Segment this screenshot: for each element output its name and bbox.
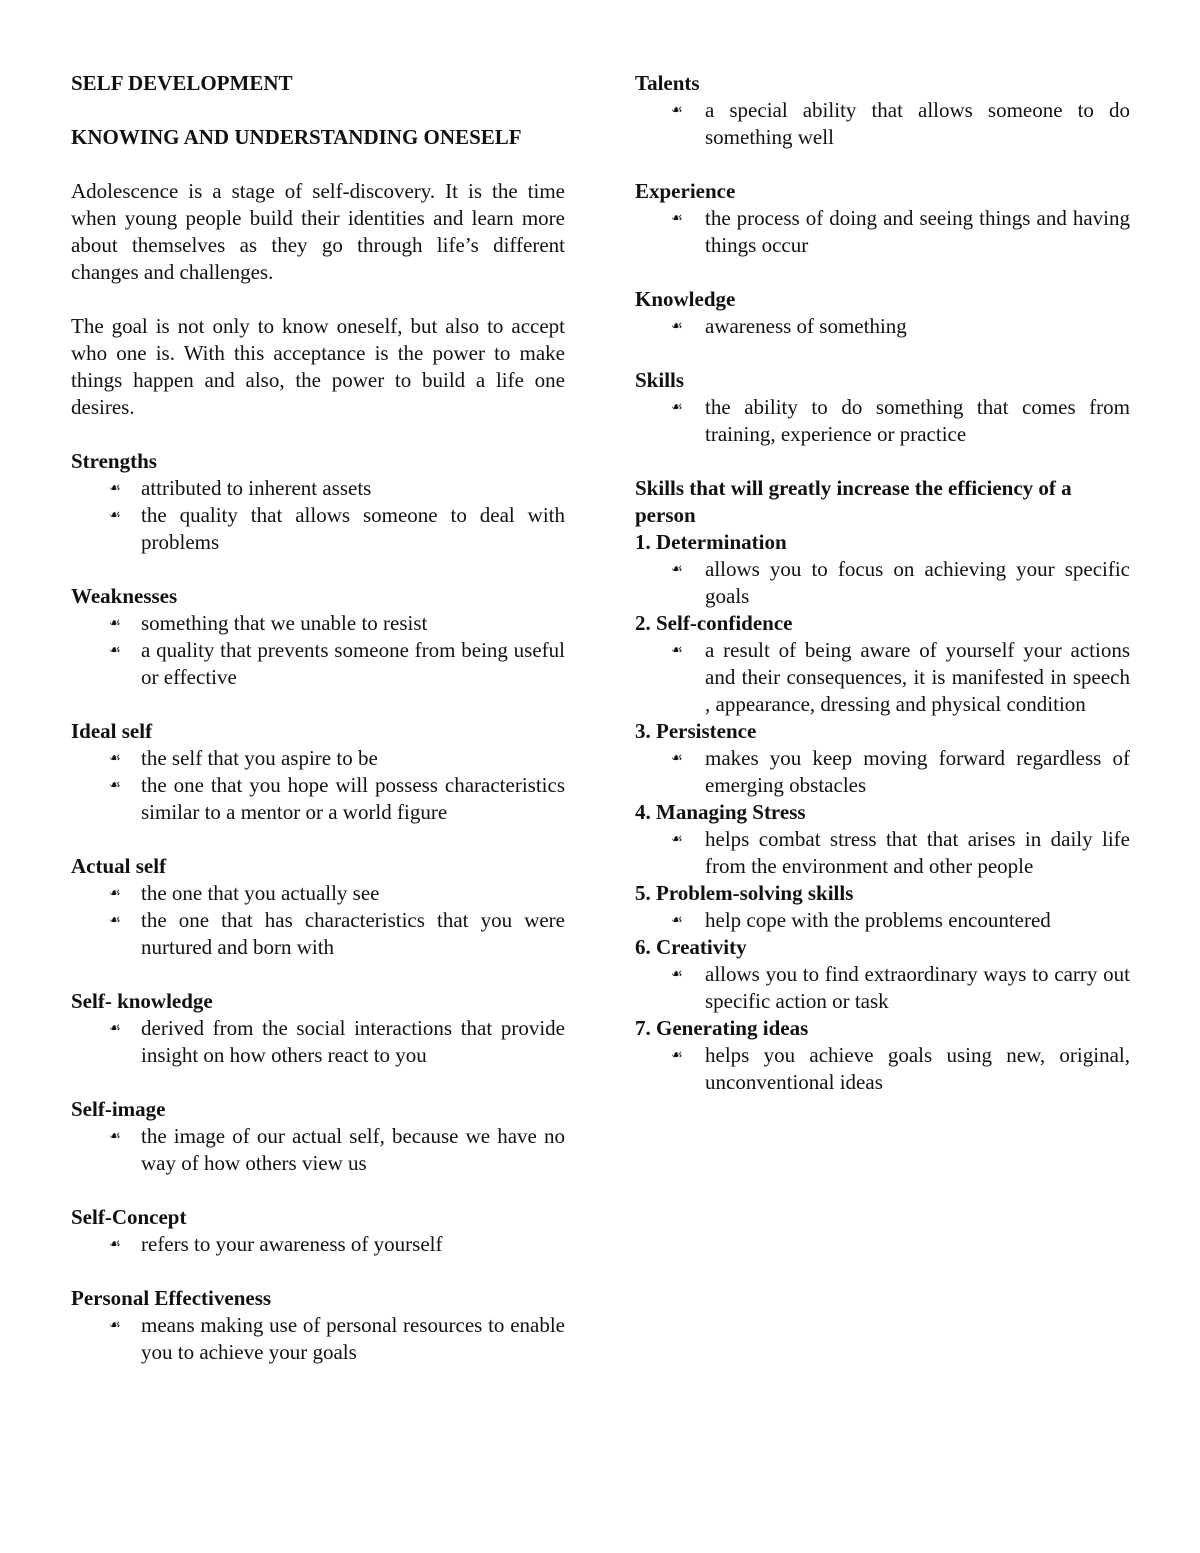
list-item-text: the image of our actual self, because we have no way of how others view us — [141, 1124, 565, 1175]
list-item-text: something that we unable to resist — [141, 611, 428, 635]
bullet-icon: ☙ — [671, 832, 683, 847]
bullet-icon: ☙ — [109, 481, 121, 496]
goal-paragraph: The goal is not only to know oneself, but also to accept who one is. With this acceptance is the power to make things happen and also, the power to build a life one desires. — [71, 314, 565, 419]
section-heading: Personal Effectiveness — [71, 1286, 272, 1310]
bullet-icon: ☙ — [109, 1129, 121, 1144]
skill-heading: 2. Self-confidence — [635, 611, 793, 635]
list-item — [71, 1015, 565, 1069]
list-item-text: the process of doing and seeing things and having things occur — [705, 206, 1130, 257]
list-item-text: allows you to focus on achieving your specific goals — [705, 557, 1130, 608]
bullet-list — [71, 880, 565, 961]
list-item — [635, 637, 1130, 718]
bullet-icon: ☙ — [671, 913, 683, 928]
section-heading: Talents — [635, 71, 700, 95]
skill-determination — [635, 529, 1130, 610]
section-talents — [635, 70, 1130, 151]
section-heading: Skills — [635, 368, 685, 392]
skill-heading: 3. Persistence — [635, 719, 757, 743]
list-item-text: helps combat stress that that arises in daily life from the environment and other people — [705, 827, 1130, 878]
list-item-text: attributed to inherent assets — [141, 476, 372, 500]
section-strengths — [71, 448, 565, 556]
list-item-text: the one that you actually see — [141, 881, 380, 905]
section-self-concept — [71, 1204, 565, 1258]
bullet-icon: ☙ — [671, 1048, 683, 1063]
bullet-list — [635, 907, 1130, 934]
bullet-icon: ☙ — [671, 103, 683, 118]
list-item-text: awareness of something — [705, 314, 907, 338]
list-item — [71, 907, 565, 961]
list-item-text: the self that you aspire to be — [141, 746, 378, 770]
bullet-icon: ☙ — [671, 967, 683, 982]
section-actual-self — [71, 853, 565, 961]
list-item — [71, 502, 565, 556]
bullet-icon: ☙ — [109, 778, 121, 793]
list-item — [635, 745, 1130, 799]
skill-managing-stress — [635, 799, 1130, 880]
bullet-icon: ☙ — [671, 643, 683, 658]
list-item — [635, 826, 1130, 880]
list-item — [635, 556, 1130, 610]
list-item-text: the one that you hope will possess characteristics similar to a mentor or a world figure — [141, 773, 565, 824]
list-item — [635, 961, 1130, 1015]
list-item — [71, 1123, 565, 1177]
section-self-knowledge — [71, 988, 565, 1069]
list-item — [635, 205, 1130, 259]
section-heading: Actual self — [71, 854, 167, 878]
bullet-icon: ☙ — [109, 643, 121, 658]
bullet-icon: ☙ — [109, 913, 121, 928]
list-item — [635, 1042, 1130, 1096]
list-item-text: allows you to find extraordinary ways to carry out specific action or task — [705, 962, 1130, 1013]
list-item-text: helps you achieve goals using new, original, unconventional ideas — [705, 1043, 1130, 1094]
section-self-image — [71, 1096, 565, 1177]
section-weaknesses — [71, 583, 565, 691]
section-skills — [635, 367, 1130, 448]
section-knowledge — [635, 286, 1130, 340]
section-heading: Weaknesses — [71, 584, 178, 608]
skill-creativity — [635, 934, 1130, 1015]
list-item-text: refers to your awareness of yourself — [141, 1232, 443, 1256]
skill-problem-solving — [635, 880, 1130, 934]
list-item-text: the one that has characteristics that you were nurtured and born with — [141, 908, 565, 959]
list-item-text: a special ability that allows someone to do something well — [705, 98, 1130, 149]
list-item-text: a quality that prevents someone from being useful or effective — [141, 638, 565, 689]
bullet-list — [635, 745, 1130, 799]
bullet-icon: ☙ — [671, 751, 683, 766]
intro-paragraph: Adolescence is a stage of self-discovery. It is the time when young people build their identities and learn more about themselves as they go through life’s different changes and challenges. — [71, 179, 565, 284]
list-item-text: a result of being aware of yourself your actions and their consequences, it is manifested in speech , appearance, dressing and physical condition — [705, 638, 1130, 716]
document-subtitle: KNOWING AND UNDERSTANDING ONESELF — [71, 125, 522, 149]
bullet-icon: ☙ — [671, 319, 683, 334]
skill-self-confidence — [635, 610, 1130, 718]
bullet-icon: ☙ — [109, 886, 121, 901]
list-item — [71, 745, 565, 772]
list-item — [71, 1231, 565, 1258]
left-column — [71, 70, 565, 1393]
bullet-list — [71, 610, 565, 691]
skill-generating-ideas — [635, 1015, 1130, 1096]
list-item-text: makes you keep moving forward regardless of emerging obstacles — [705, 746, 1130, 797]
bullet-list — [635, 961, 1130, 1015]
bullet-list — [635, 556, 1130, 610]
skill-heading: 7. Generating ideas — [635, 1016, 809, 1040]
section-personal-effectiveness — [71, 1285, 565, 1366]
section-heading: Strengths — [71, 449, 157, 473]
section-heading: Experience — [635, 179, 736, 203]
bullet-icon: ☙ — [109, 751, 121, 766]
list-item-text: the ability to do something that comes from training, experience or practice — [705, 395, 1130, 446]
list-item — [71, 610, 565, 637]
section-heading: Self- knowledge — [71, 989, 213, 1013]
skill-heading: 4. Managing Stress — [635, 800, 806, 824]
list-item-text: means making use of personal resources to enable you to achieve your goals — [141, 1313, 565, 1364]
bullet-list — [635, 394, 1130, 448]
bullet-icon: ☙ — [109, 508, 121, 523]
document-title: SELF DEVELOPMENT — [71, 71, 293, 95]
bullet-list — [635, 313, 1130, 340]
bullet-icon: ☙ — [109, 1021, 121, 1036]
list-item — [635, 907, 1130, 934]
list-item — [71, 880, 565, 907]
list-item-text: derived from the social interactions that provide insight on how others react to you — [141, 1016, 565, 1067]
list-item — [71, 1312, 565, 1366]
list-item — [71, 772, 565, 826]
list-item — [71, 637, 565, 691]
list-item — [635, 394, 1130, 448]
bullet-icon: ☙ — [671, 562, 683, 577]
skill-heading: 1. Determination — [635, 530, 787, 554]
skill-persistence — [635, 718, 1130, 799]
bullet-list — [71, 1312, 565, 1366]
section-heading: Knowledge — [635, 287, 736, 311]
bullet-icon: ☙ — [671, 211, 683, 226]
bullet-list — [635, 826, 1130, 880]
bullet-list — [71, 745, 565, 826]
bullet-list — [71, 1015, 565, 1069]
section-experience — [635, 178, 1130, 259]
bullet-list — [71, 1123, 565, 1177]
list-item — [71, 475, 565, 502]
list-item-text: the quality that allows someone to deal with problems — [141, 503, 565, 554]
section-heading: Self-image — [71, 1097, 166, 1121]
section-heading: Self-Concept — [71, 1205, 187, 1229]
bullet-list — [635, 205, 1130, 259]
bullet-list — [635, 97, 1130, 151]
skill-heading: 5. Problem-solving skills — [635, 881, 854, 905]
list-item-text: help cope with the problems encountered — [705, 908, 1051, 932]
bullet-icon: ☙ — [671, 400, 683, 415]
bullet-list — [71, 1231, 565, 1258]
bullet-list — [635, 637, 1130, 718]
efficiency-skills-heading: Skills that will greatly increase the efficiency of a person — [635, 476, 1072, 527]
bullet-icon: ☙ — [109, 1237, 121, 1252]
list-item — [635, 97, 1130, 151]
bullet-list — [71, 475, 565, 556]
bullet-icon: ☙ — [109, 616, 121, 631]
section-ideal-self — [71, 718, 565, 826]
right-column — [635, 70, 1130, 1096]
bullet-icon: ☙ — [109, 1318, 121, 1333]
list-item — [635, 313, 1130, 340]
skill-heading: 6. Creativity — [635, 935, 747, 959]
section-heading: Ideal self — [71, 719, 153, 743]
bullet-list — [635, 1042, 1130, 1096]
